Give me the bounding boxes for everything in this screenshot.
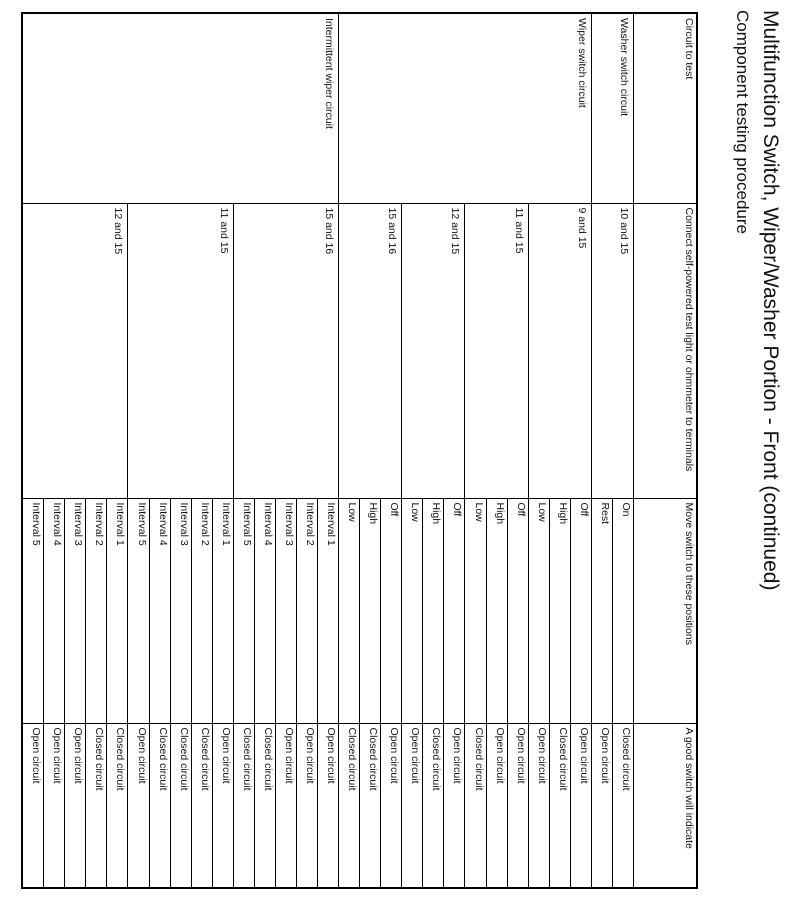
header-indication: A good switch will indicate (634, 723, 698, 888)
position-cell: High (549, 498, 570, 723)
page-title: Multifunction Switch, Wiper/Washer Portion - Front (continued) (759, 10, 782, 591)
position-cell: Interval 3 (275, 498, 296, 723)
position-cell: Interval 4 (149, 498, 170, 723)
result-cell: Closed circuit (107, 723, 128, 888)
result-cell: Open circuit (44, 723, 65, 888)
terminals-cell: 11 and 15 (465, 203, 528, 498)
position-cell: Low (339, 498, 360, 723)
result-cell: Open circuit (402, 723, 423, 888)
terminals-cell: 10 and 15 (591, 203, 633, 498)
header-circuit: Circuit to test (634, 13, 698, 203)
position-cell: Interval 2 (297, 498, 318, 723)
result-cell: Closed circuit (149, 723, 170, 888)
position-cell: Interval 3 (65, 498, 86, 723)
result-cell: Open circuit (381, 723, 402, 888)
result-cell: Closed circuit (86, 723, 107, 888)
result-cell: Open circuit (570, 723, 591, 888)
position-cell: Low (528, 498, 549, 723)
position-cell: Rest (591, 498, 612, 723)
result-cell: Open circuit (486, 723, 507, 888)
table-body (22, 13, 634, 888)
result-cell: Closed circuit (254, 723, 275, 888)
position-cell: Interval 4 (44, 498, 65, 723)
position-cell: Off (381, 498, 402, 723)
header-positions: Move switch to these positions (634, 498, 698, 723)
terminals-cell: 11 and 15 (128, 203, 233, 498)
result-cell: Closed circuit (339, 723, 360, 888)
position-cell: Interval 1 (212, 498, 233, 723)
circuit-cell: Intermittent wiper circuit (22, 13, 339, 203)
terminals-cell: 15 and 16 (233, 203, 338, 498)
header-row (634, 13, 698, 888)
result-cell: Open circuit (128, 723, 149, 888)
circuit-cell: Wiper switch circuit (339, 13, 592, 203)
position-cell: Off (507, 498, 528, 723)
result-cell: Open circuit (297, 723, 318, 888)
result-cell: Open circuit (22, 723, 44, 888)
circuit-cell: Washer switch circuit (591, 13, 633, 203)
position-cell: Interval 5 (22, 498, 44, 723)
terminals-cell: 9 and 15 (528, 203, 591, 498)
position-cell: Interval 2 (191, 498, 212, 723)
terminals-cell: 15 and 16 (339, 203, 402, 498)
result-cell: Open circuit (444, 723, 465, 888)
result-cell: Open circuit (212, 723, 233, 888)
position-cell: Off (570, 498, 591, 723)
position-cell: Interval 5 (233, 498, 254, 723)
position-cell: Interval 5 (128, 498, 149, 723)
terminals-cell: 12 and 15 (402, 203, 465, 498)
position-cell: On (612, 498, 633, 723)
result-cell: Closed circuit (170, 723, 191, 888)
result-cell: Closed circuit (465, 723, 486, 888)
table-row (318, 13, 339, 888)
result-cell: Closed circuit (423, 723, 444, 888)
result-cell: Closed circuit (612, 723, 633, 888)
result-cell: Open circuit (528, 723, 549, 888)
position-cell: Interval 1 (318, 498, 339, 723)
result-cell: Closed circuit (360, 723, 381, 888)
position-cell: Interval 3 (170, 498, 191, 723)
result-cell: Closed circuit (233, 723, 254, 888)
testing-procedure-table (21, 12, 698, 889)
result-cell: Open circuit (275, 723, 296, 888)
position-cell: Interval 2 (86, 498, 107, 723)
result-cell: Closed circuit (549, 723, 570, 888)
result-cell: Open circuit (591, 723, 612, 888)
position-cell: Low (402, 498, 423, 723)
position-cell: High (486, 498, 507, 723)
position-cell: Off (444, 498, 465, 723)
result-cell: Open circuit (65, 723, 86, 888)
result-cell: Closed circuit (191, 723, 212, 888)
position-cell: High (360, 498, 381, 723)
position-cell: Low (465, 498, 486, 723)
result-cell: Open circuit (318, 723, 339, 888)
terminals-cell: 12 and 15 (22, 203, 128, 498)
result-cell: Open circuit (507, 723, 528, 888)
table-row (570, 13, 591, 888)
position-cell: Interval 1 (107, 498, 128, 723)
table-row (612, 13, 633, 888)
position-cell: High (423, 498, 444, 723)
header-terminals: Connect self-powered test light or ohmmeter to terminals (634, 203, 698, 498)
position-cell: Interval 4 (254, 498, 275, 723)
page-subtitle: Component testing procedure (733, 10, 752, 234)
